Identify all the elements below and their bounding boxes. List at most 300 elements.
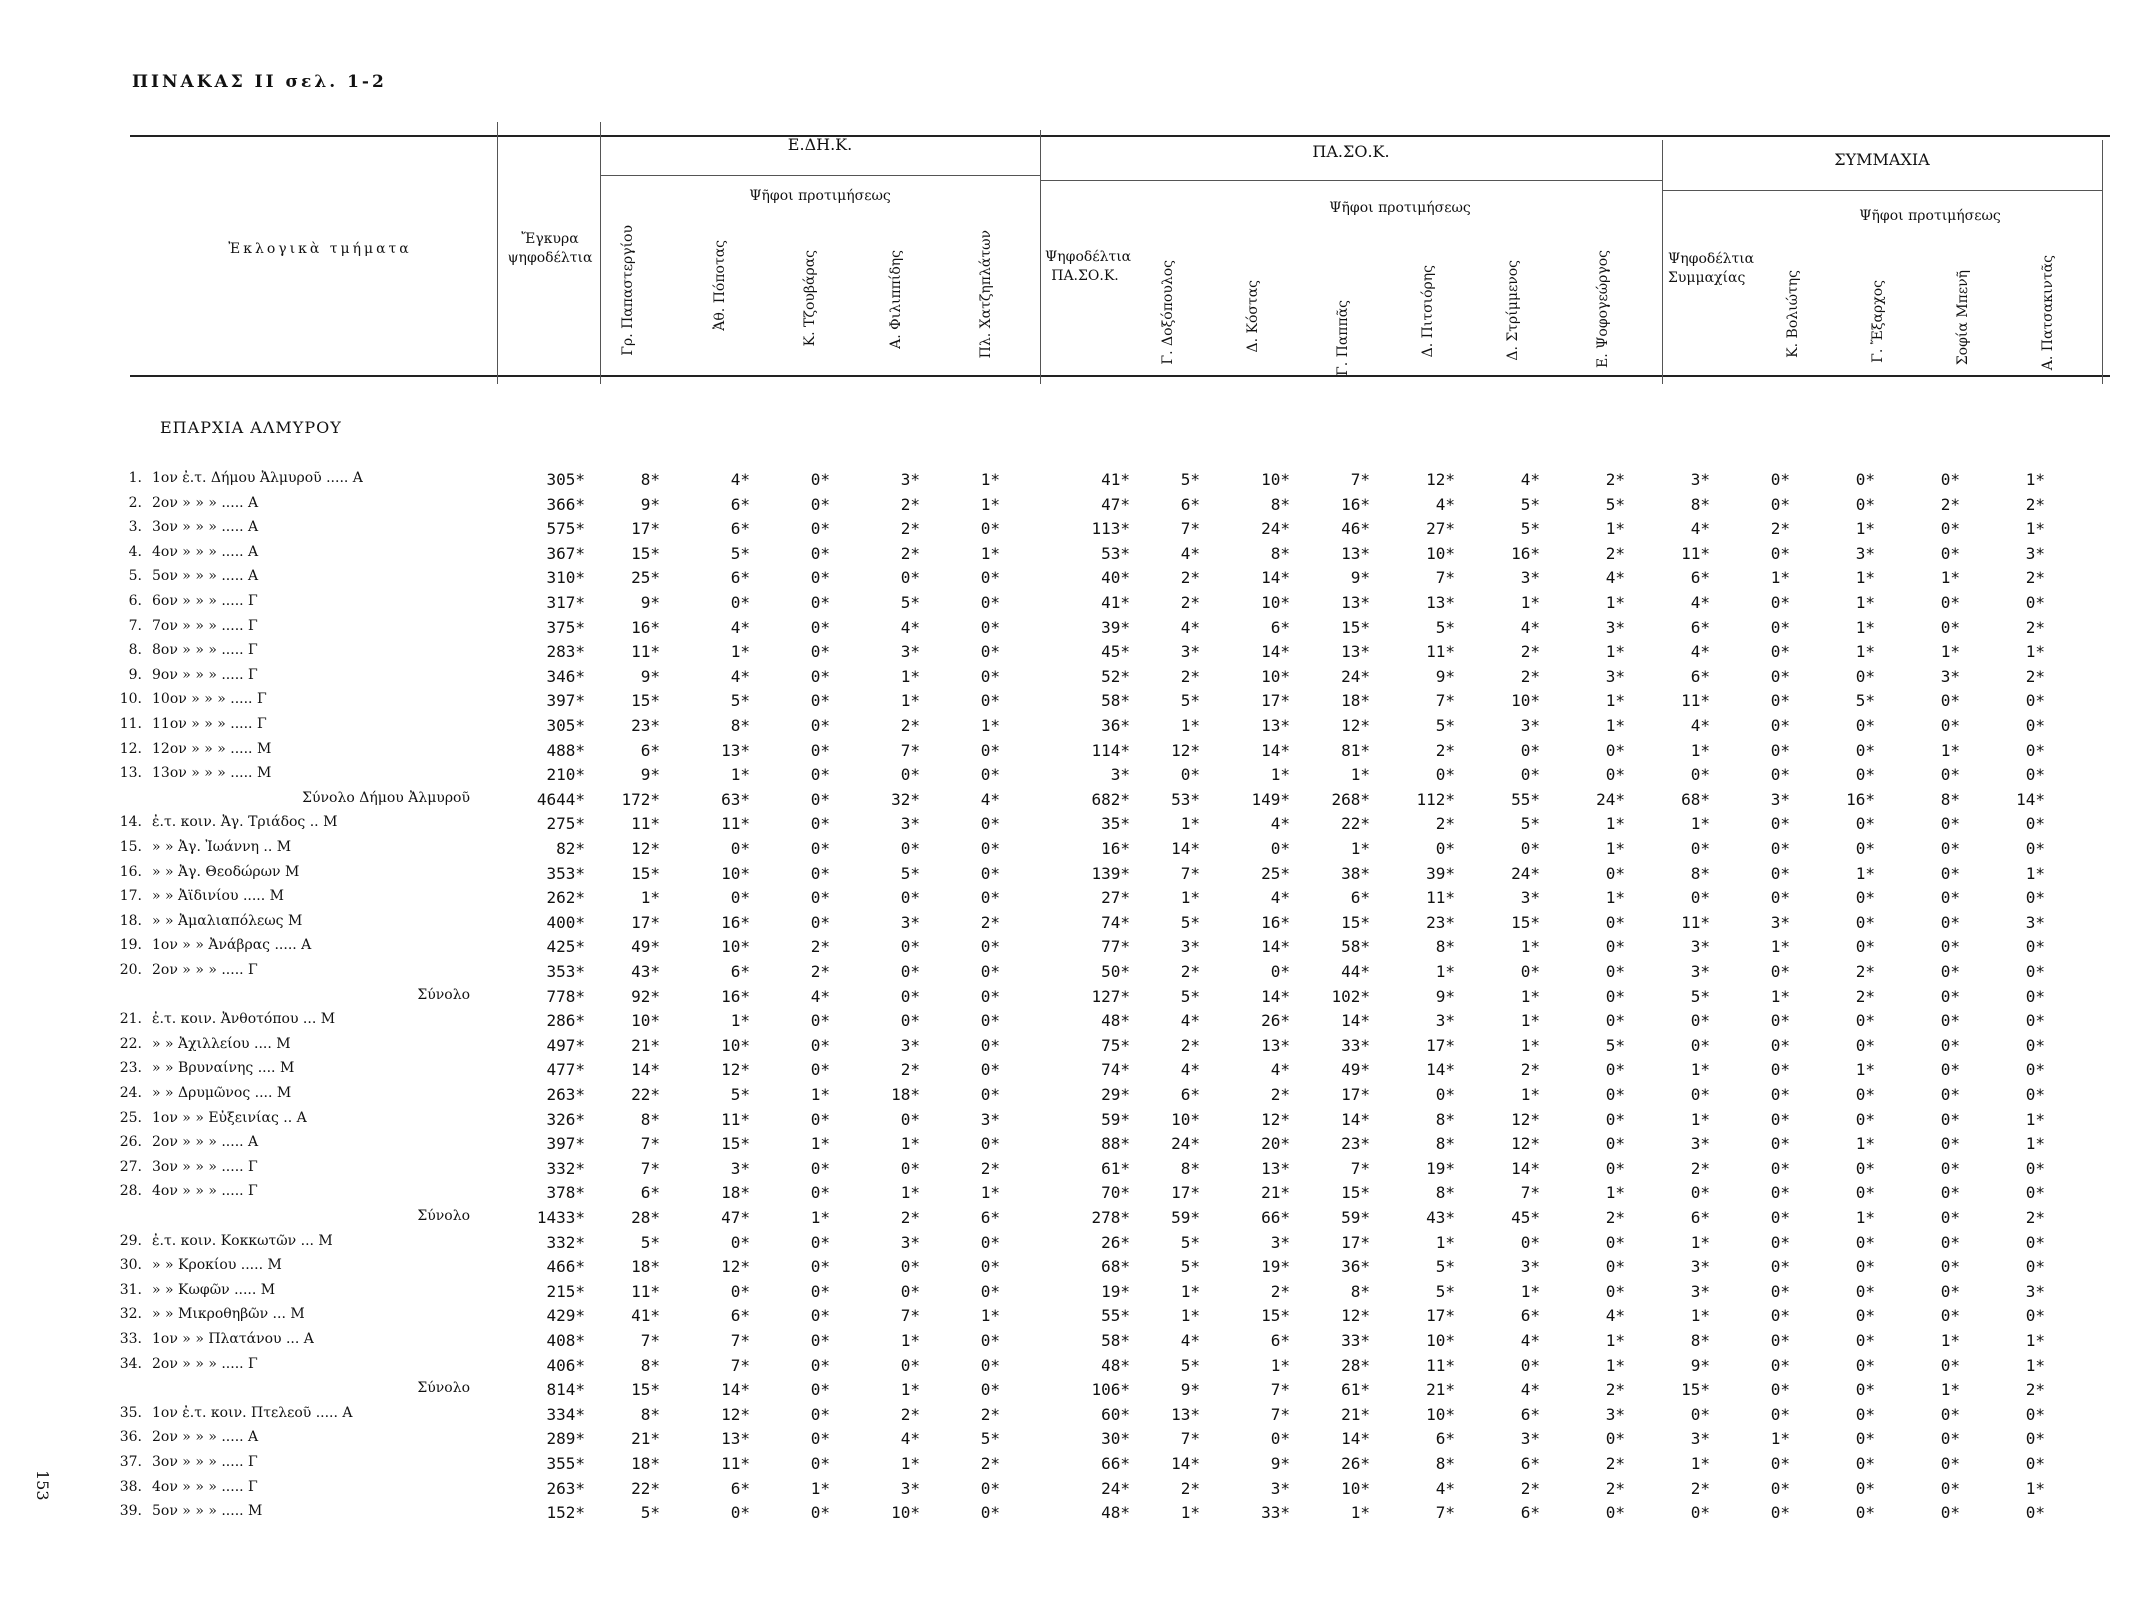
vote-cell: 10* — [1426, 1331, 1455, 1350]
vote-cell: 17* — [1171, 1183, 1200, 1203]
group-rule — [1040, 180, 1662, 181]
vote-cell: 0* — [2025, 765, 2045, 785]
vote-cell: 7* — [1520, 1183, 1540, 1203]
vote-cell: 25* — [1261, 863, 1290, 883]
group-pasok: ΠΑ.ΣΟ.Κ. — [1312, 142, 1390, 161]
vote-cell: 2* — [1855, 962, 1875, 981]
vote-cell: 0* — [1605, 1109, 1625, 1129]
vote-cell: 334* — [546, 1404, 585, 1424]
vote-cell: 0* — [980, 1281, 1000, 1301]
vote-cell: 1* — [1770, 937, 1790, 957]
vote-cell: 10* — [1261, 593, 1290, 612]
vote-cell: 24* — [1511, 863, 1540, 883]
vote-cell: 0* — [810, 1281, 830, 1301]
row-number: 32. — [119, 1306, 142, 1323]
divider — [600, 122, 601, 384]
table-row — [0, 1159, 2150, 1183]
vote-cell: 1* — [980, 1306, 1000, 1326]
vote-cell: 9* — [1435, 666, 1455, 686]
row-number: 21. — [119, 1011, 142, 1028]
vote-cell: 2* — [1940, 494, 1960, 514]
vote-cell: 13* — [1341, 543, 1370, 563]
vote-cell: 814* — [546, 1380, 585, 1400]
station-label: » » Ἀγ. Ἰωάννη .. Μ — [152, 839, 292, 855]
vote-cell: 2* — [1855, 986, 1875, 1006]
vote-cell: 0* — [810, 716, 830, 735]
vote-cell: 0* — [1605, 740, 1625, 760]
vote-cell: 58* — [1101, 1331, 1130, 1350]
vote-cell: 14* — [2016, 789, 2045, 809]
vote-cell: 0* — [1855, 765, 1875, 785]
vote-cell: 6* — [1270, 1331, 1290, 1350]
vote-cell: 16* — [1101, 839, 1130, 858]
vote-cell: 0* — [1855, 1109, 1875, 1129]
vote-cell: 1* — [2025, 1355, 2045, 1375]
vote-cell: 112* — [1416, 789, 1455, 809]
vote-cell: 0* — [1770, 740, 1790, 760]
vote-cell: 0* — [1940, 863, 1960, 883]
vote-cell: 4* — [980, 789, 1000, 809]
vote-cell: 23* — [1426, 912, 1455, 932]
vote-cell: 3* — [730, 1158, 750, 1178]
vote-cell: 11* — [1426, 888, 1455, 908]
station-label: 12ον » » » ..... Μ — [152, 740, 272, 757]
row-number: 33. — [119, 1331, 142, 1347]
vote-cell: 13* — [1261, 1158, 1290, 1178]
vote-cell: 1* — [1180, 1281, 1200, 1301]
vote-cell: 289* — [546, 1429, 585, 1449]
vote-cell: 8* — [1690, 494, 1710, 514]
vote-cell: 0* — [2025, 1035, 2045, 1055]
station-label: 3ον » » » ..... Α — [152, 519, 259, 536]
vote-cell: 0* — [1940, 962, 1960, 981]
vote-cell: 22* — [631, 1478, 660, 1498]
vote-cell: 14* — [721, 1380, 750, 1400]
vote-cell: 15* — [1681, 1380, 1710, 1400]
vote-cell: 61* — [1101, 1158, 1130, 1178]
vote-cell: 0* — [2025, 1257, 2045, 1277]
vote-cell: 39* — [1101, 617, 1130, 637]
vote-cell: 0* — [980, 1060, 1000, 1080]
vote-cell: 0* — [1940, 1109, 1960, 1129]
vote-cell: 12* — [1341, 1306, 1370, 1326]
station-label: 4ον » » » ..... Α — [152, 543, 259, 560]
vote-cell: 8* — [1435, 1134, 1455, 1154]
vote-cell: 59* — [1101, 1109, 1130, 1129]
vote-cell: 1* — [980, 716, 1000, 735]
vote-cell: 9* — [640, 666, 660, 686]
vote-cell: 0* — [900, 986, 920, 1006]
vote-cell: 1* — [900, 1331, 920, 1350]
vote-cell: 3* — [1690, 962, 1710, 981]
vote-cell: 7* — [640, 1134, 660, 1154]
vote-cell: 68* — [1681, 789, 1710, 809]
vote-cell: 12* — [1426, 470, 1455, 489]
vote-cell: 5* — [1520, 519, 1540, 539]
vote-cell: 60* — [1101, 1404, 1130, 1424]
vote-cell: 0* — [2025, 986, 2045, 1006]
vote-cell: 22* — [631, 1085, 660, 1104]
vote-cell: 2* — [980, 1454, 1000, 1473]
vote-cell: 0* — [980, 1011, 1000, 1031]
vote-cell: 429* — [546, 1306, 585, 1326]
group-edik: Ε.ΔΗ.Κ. — [787, 135, 853, 154]
vote-cell: 4* — [1690, 642, 1710, 662]
vote-cell: 215* — [546, 1281, 585, 1301]
vote-cell: 0* — [1690, 1404, 1710, 1424]
vote-cell: 13* — [1261, 716, 1290, 735]
vote-cell: 0* — [980, 519, 1000, 539]
vote-cell: 8* — [1435, 937, 1455, 957]
vote-cell: 0* — [1940, 839, 1960, 858]
vote-cell: 0* — [1855, 912, 1875, 932]
group-symmachia-sub: Ψῆφοι προτιμήσεως — [1859, 208, 2001, 224]
station-label: 3ον » » » ..... Γ — [152, 1454, 258, 1470]
vote-cell: 1* — [1855, 642, 1875, 662]
vote-cell: 0* — [1520, 765, 1540, 785]
vote-cell: 2* — [1270, 1281, 1290, 1301]
vote-cell: 9* — [1270, 1454, 1290, 1473]
vote-cell: 2* — [900, 494, 920, 514]
vote-cell: 3* — [1690, 937, 1710, 957]
vote-cell: 0* — [1770, 765, 1790, 785]
vote-cell: 0* — [980, 1478, 1000, 1498]
vote-cell: 353* — [546, 962, 585, 981]
vote-cell: 0* — [1855, 1158, 1875, 1178]
vote-cell: 3* — [1770, 912, 1790, 932]
group-rule — [1662, 190, 2102, 191]
vote-cell: 26* — [1341, 1454, 1370, 1473]
vote-cell: 326* — [546, 1109, 585, 1129]
vote-cell: 0* — [1690, 1183, 1710, 1203]
vote-cell: 45* — [1101, 642, 1130, 662]
candidate-header: Ε. Ψοφογεώργος — [1595, 250, 1611, 368]
station-label: ἐ.τ. κοιν. Ἀγ. Τριάδος .. Μ — [152, 814, 338, 831]
vote-cell: 1* — [1180, 1503, 1200, 1523]
vote-cell: 0* — [2025, 716, 2045, 735]
vote-cell: 81* — [1341, 740, 1370, 760]
vote-cell: 1* — [1770, 568, 1790, 588]
vote-cell: 4* — [1520, 1331, 1540, 1350]
vote-cell: 7* — [1180, 863, 1200, 883]
table-row — [0, 1257, 2150, 1281]
station-label: » » Ἀμαλιαπόλεως Μ — [152, 912, 303, 929]
vote-cell: 10* — [1511, 691, 1540, 711]
vote-cell: 41* — [1101, 470, 1130, 489]
subtotal-row — [0, 1208, 2150, 1232]
vote-cell: 5* — [900, 593, 920, 612]
vote-cell: 3* — [1520, 716, 1540, 735]
vote-cell: 0* — [1940, 912, 1960, 932]
vote-cell: 53* — [1171, 789, 1200, 809]
vote-cell: 2* — [2025, 568, 2045, 588]
row-number: 7. — [128, 617, 142, 634]
vote-cell: 14* — [1341, 1109, 1370, 1129]
vote-cell: 24* — [1101, 1478, 1130, 1498]
vote-cell: 6* — [640, 740, 660, 760]
vote-cell: 0* — [730, 888, 750, 908]
vote-cell: 0* — [1940, 691, 1960, 711]
vote-cell: 68* — [1101, 1257, 1130, 1277]
vote-cell: 3* — [1435, 1011, 1455, 1031]
vote-cell: 1* — [730, 1011, 750, 1031]
vote-cell: 1* — [2025, 642, 2045, 662]
vote-cell: 5* — [1180, 1257, 1200, 1277]
vote-cell: 0* — [1770, 1060, 1790, 1080]
row-number: 34. — [119, 1355, 142, 1372]
vote-cell: 61* — [1341, 1380, 1370, 1400]
vote-cell: 0* — [980, 1134, 1000, 1154]
vote-cell: 40* — [1101, 568, 1130, 588]
vote-cell: 0* — [2025, 1429, 2045, 1449]
vote-cell: 1* — [900, 666, 920, 686]
vote-cell: 17* — [1261, 691, 1290, 711]
vote-cell: 0* — [980, 888, 1000, 908]
vote-cell: 355* — [546, 1454, 585, 1473]
vote-cell: 2* — [1180, 962, 1200, 981]
vote-cell: 17* — [631, 912, 660, 932]
station-label: 11ον » » » ..... Γ — [152, 716, 267, 732]
vote-cell: 9* — [640, 494, 660, 514]
vote-cell: 0* — [1940, 814, 1960, 834]
vote-cell: 16* — [1846, 789, 1875, 809]
vote-cell: 7* — [900, 1306, 920, 1326]
vote-cell: 5* — [1435, 617, 1455, 637]
table-row — [0, 1282, 2150, 1306]
vote-cell: 1* — [1520, 1281, 1540, 1301]
vote-cell: 4* — [810, 986, 830, 1006]
vote-cell: 0* — [900, 1355, 920, 1375]
vote-cell: 1* — [1605, 593, 1625, 612]
vote-cell: 0* — [1520, 1232, 1540, 1252]
vote-cell: 17* — [1426, 1306, 1455, 1326]
vote-cell: 2* — [1605, 1380, 1625, 1400]
station-label: » » Μικροθηβῶν ... Μ — [152, 1306, 305, 1323]
vote-cell: 11* — [1426, 642, 1455, 662]
vote-cell: 0* — [1770, 1158, 1790, 1178]
vote-cell: 5* — [1435, 1281, 1455, 1301]
vote-cell: 4* — [900, 1429, 920, 1449]
vote-cell: 0* — [1605, 1429, 1625, 1449]
vote-cell: 3* — [1520, 888, 1540, 908]
row-number: 23. — [119, 1060, 142, 1077]
vote-cell: 5* — [640, 1503, 660, 1523]
vote-cell: 262* — [546, 888, 585, 908]
vote-cell: 682* — [1091, 789, 1130, 809]
vote-cell: 1* — [1940, 642, 1960, 662]
vote-cell: 10* — [721, 937, 750, 957]
vote-cell: 1433* — [536, 1208, 585, 1227]
vote-cell: 2* — [1180, 593, 1200, 612]
vote-cell: 7* — [1435, 568, 1455, 588]
vote-cell: 0* — [2025, 1306, 2045, 1326]
vote-cell: 0* — [810, 1503, 830, 1523]
vote-cell: 0* — [810, 1380, 830, 1400]
vote-cell: 0* — [1940, 1158, 1960, 1178]
vote-cell: 16* — [721, 912, 750, 932]
vote-cell: 2* — [1520, 642, 1540, 662]
vote-cell: 21* — [631, 1035, 660, 1055]
vote-cell: 11* — [721, 1454, 750, 1473]
vote-cell: 75* — [1101, 1035, 1130, 1055]
vote-cell: 0* — [1770, 1208, 1790, 1227]
row-number: 11. — [119, 716, 142, 732]
vote-cell: 0* — [1770, 1404, 1790, 1424]
vote-cell: 0* — [810, 1035, 830, 1055]
group-rule — [600, 175, 1040, 176]
vote-cell: 0* — [1770, 1257, 1790, 1277]
vote-cell: 13* — [1426, 593, 1455, 612]
vote-cell: 0* — [810, 691, 830, 711]
vote-cell: 0* — [900, 937, 920, 957]
vote-cell: 52* — [1101, 666, 1130, 686]
vote-cell: 367* — [546, 543, 585, 563]
vote-cell: 2* — [980, 1158, 1000, 1178]
vote-cell: 0* — [1855, 1404, 1875, 1424]
vote-cell: 14* — [1261, 642, 1290, 662]
vote-cell: 0* — [1940, 1208, 1960, 1227]
vote-cell: 3* — [1690, 1134, 1710, 1154]
vote-cell: 5* — [1180, 986, 1200, 1006]
vote-cell: 14* — [1341, 1429, 1370, 1449]
vote-cell: 0* — [900, 1011, 920, 1031]
station-label: 2ον » » » ..... Α — [152, 494, 259, 511]
vote-cell: 114* — [1091, 740, 1130, 760]
vote-cell: 0* — [1605, 1281, 1625, 1301]
vote-cell: 5* — [1690, 986, 1710, 1006]
row-number: 26. — [119, 1134, 142, 1151]
vote-cell: 4* — [1520, 617, 1540, 637]
vote-cell: 21* — [631, 1429, 660, 1449]
vote-cell: 0* — [2025, 1060, 2045, 1080]
table-row — [0, 913, 2150, 937]
vote-cell: 0* — [810, 1183, 830, 1203]
vote-cell: 7* — [730, 1355, 750, 1375]
section-title: ΕΠΑΡΧΙΑ ΑΛΜΥΡΟΥ — [160, 418, 342, 437]
row-number: 19. — [119, 937, 142, 954]
vote-cell: 23* — [1341, 1134, 1370, 1154]
vote-cell: 25* — [631, 568, 660, 588]
vote-cell: 0* — [900, 1281, 920, 1301]
vote-cell: 0* — [1770, 543, 1790, 563]
vote-cell: 7* — [640, 1158, 660, 1178]
vote-cell: 0* — [1855, 1085, 1875, 1104]
table-row — [0, 691, 2150, 715]
vote-cell: 4* — [1180, 1060, 1200, 1080]
candidate-header: Γ. Δοξόπουλος — [1160, 260, 1176, 365]
vote-cell: 6* — [1270, 617, 1290, 637]
vote-cell: 6* — [980, 1208, 1000, 1227]
table-title: ΠΙΝΑΚΑΣ ΙΙ σελ. 1-2 — [132, 72, 387, 92]
vote-cell: 0* — [980, 1257, 1000, 1277]
vote-cell: 0* — [1940, 1355, 1960, 1375]
vote-cell: 3* — [1520, 568, 1540, 588]
vote-cell: 0* — [980, 740, 1000, 760]
vote-cell: 0* — [980, 593, 1000, 612]
vote-cell: 2* — [810, 962, 830, 981]
vote-cell: 2* — [900, 519, 920, 539]
vote-cell: 1* — [1855, 617, 1875, 637]
vote-cell: 0* — [980, 691, 1000, 711]
vote-cell: 0* — [1855, 1306, 1875, 1326]
vote-cell: 0* — [1605, 986, 1625, 1006]
station-label: 1ον » » Ἀνάβρας ..... Α — [152, 937, 312, 954]
vote-cell: 10* — [631, 1011, 660, 1031]
vote-cell: 0* — [1770, 470, 1790, 489]
station-label: 5ον » » » ..... Μ — [152, 1503, 263, 1520]
vote-cell: 0* — [1690, 1085, 1710, 1104]
vote-cell: 305* — [546, 716, 585, 735]
vote-cell: 18* — [891, 1085, 920, 1104]
row-number: 5. — [128, 568, 142, 585]
divider — [1662, 140, 1663, 384]
vote-cell: 1* — [640, 888, 660, 908]
vote-cell: 1* — [1180, 888, 1200, 908]
vote-cell: 92* — [631, 986, 660, 1006]
vote-cell: 3* — [900, 814, 920, 834]
vote-cell: 6* — [640, 1183, 660, 1203]
vote-cell: 310* — [546, 568, 585, 588]
vote-cell: 1* — [730, 765, 750, 785]
vote-cell: 2* — [980, 912, 1000, 932]
vote-cell: 4* — [1605, 1306, 1625, 1326]
vote-cell: 6* — [730, 519, 750, 539]
vote-cell: 0* — [1855, 1035, 1875, 1055]
vote-cell: 49* — [1341, 1060, 1370, 1080]
vote-cell: 0* — [980, 1503, 1000, 1523]
vote-cell: 38* — [1341, 863, 1370, 883]
row-number: 38. — [119, 1478, 142, 1495]
vote-cell: 0* — [980, 1232, 1000, 1252]
vote-cell: 6* — [1180, 1085, 1200, 1104]
vote-cell: 16* — [1341, 494, 1370, 514]
vote-cell: 0* — [1940, 593, 1960, 612]
table-row — [0, 470, 2150, 494]
vote-cell: 0* — [2025, 691, 2045, 711]
vote-cell: 2* — [1770, 519, 1790, 539]
vote-cell: 0* — [1940, 937, 1960, 957]
vote-cell: 0* — [810, 519, 830, 539]
vote-cell: 11* — [721, 814, 750, 834]
vote-cell: 7* — [900, 740, 920, 760]
vote-cell: 0* — [1855, 1454, 1875, 1473]
table-row — [0, 765, 2150, 789]
vote-cell: 0* — [1770, 1380, 1790, 1400]
station-label: Σύνολο Δήμου Ἀλμυροῦ — [302, 789, 470, 806]
vote-cell: 0* — [1770, 617, 1790, 637]
vote-cell: 2* — [1690, 1478, 1710, 1498]
vote-cell: 0* — [810, 1454, 830, 1473]
vote-cell: 0* — [1270, 1429, 1290, 1449]
vote-cell: 0* — [1520, 962, 1540, 981]
vote-cell: 6* — [1435, 1429, 1455, 1449]
table-row — [0, 888, 2150, 912]
vote-cell: 12* — [721, 1060, 750, 1080]
vote-cell: 0* — [730, 1503, 750, 1523]
vote-cell: 6* — [1350, 888, 1370, 908]
vote-cell: 0* — [1940, 1134, 1960, 1154]
vote-cell: 12* — [1261, 1109, 1290, 1129]
vote-cell: 14* — [1261, 568, 1290, 588]
vote-cell: 48* — [1101, 1011, 1130, 1031]
vote-cell: 15* — [1511, 912, 1540, 932]
vote-cell: 7* — [1350, 1158, 1370, 1178]
table-row — [0, 519, 2150, 543]
vote-cell: 0* — [1770, 1183, 1790, 1203]
vote-cell: 8* — [1690, 863, 1710, 883]
vote-cell: 0* — [810, 1109, 830, 1129]
vote-cell: 0* — [1855, 839, 1875, 858]
